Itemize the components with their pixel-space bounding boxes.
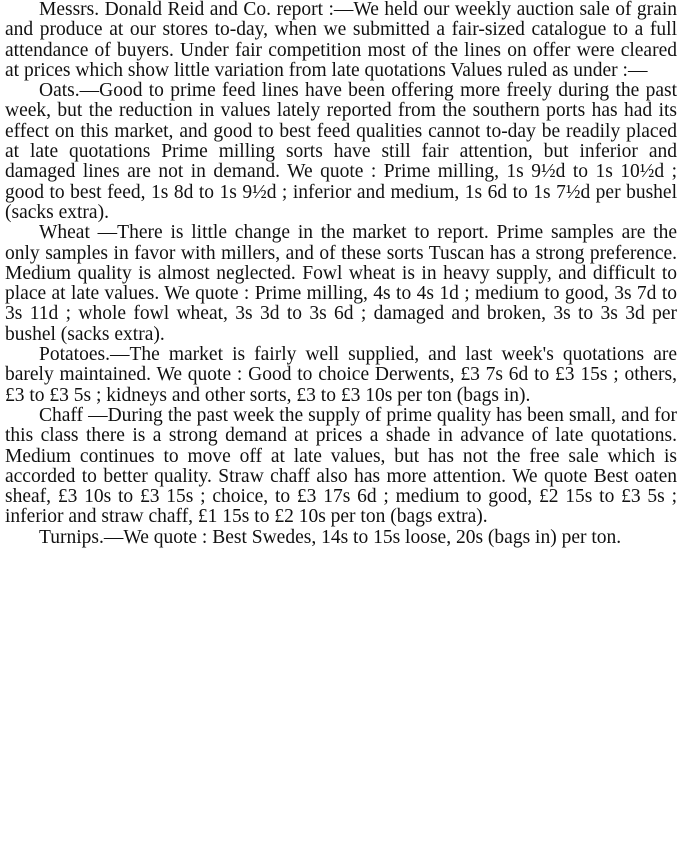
paragraph-potatoes: Potatoes.—The market is fairly well supplied, and last week's quotations are barely maintained. We quote : Good to choice Derwents, £3 7s 6d to £3 15s ; others, £3 to £3 5s ; kidneys and other sorts, £3 to £3 10s per ton (bags in). — [5, 344, 677, 406]
paragraph-intro: Messrs. Donald Reid and Co. report :—We held our weekly auction sale of grain and produce at our stores to-day, when we submitted a fair-sized catalogue to a full attendance of buyers. Under fair competition most of the lines on offer were cleared at prices which show little variation from late quotations Values ruled as under :— — [5, 0, 677, 81]
paragraph-turnips: Turnips.—We quote : Best Swedes, 14s to 15s loose, 20s (bags in) per ton. — [39, 526, 622, 548]
paragraph-oats: Oats.—Good to prime feed lines have been offering more freely during the past week, but the reduction in values lately reported from the southern ports has had its effect on this market, and good to best feed qualities cannot to-day be readily placed at late quotations Prime milling sorts have still fair attention, but inferior and damaged lines are not in demand. We quote : Prime milling, 1s 9½d to 1s 10½d ; good to best feed, 1s 8d to 1s 9½d ; inferior and medium, 1s 6d to 1s 7½d per bushel (sacks extra). — [5, 80, 677, 223]
paragraph-wheat: Wheat —There is little change in the market to report. Prime samples are the only samples in favor with millers, and of these sorts Tuscan has a strong preference. Medium quality is almost neglected. Fowl wheat is in heavy supply, and difficult to place at late values. We quote : Prime milling, 4s to 4s 1d ; medium to good, 3s 7d to 3s 11d ; whole fowl wheat, 3s 3d to 3s 6d ; damaged and broken, 3s to 3s 3d per bushel (sacks extra). — [5, 222, 677, 345]
paragraph-chaff: Chaff —During the past week the supply of prime quality has been small, and for this class there is a strong demand at prices a shade in advance of late quotations. Medium continues to move off at late values, but has not the free sale which is accorded to better quality. Straw chaff also has more attention. We quote Best oaten sheaf, £3 10s to £3 15s ; choice, to £3 17s 6d ; medium to good, £2 15s to £3 5s ; inferior and straw chaff, £1 15s to £2 10s per ton (bags extra). — [5, 404, 677, 528]
market-report-article — [5, 0, 677, 548]
